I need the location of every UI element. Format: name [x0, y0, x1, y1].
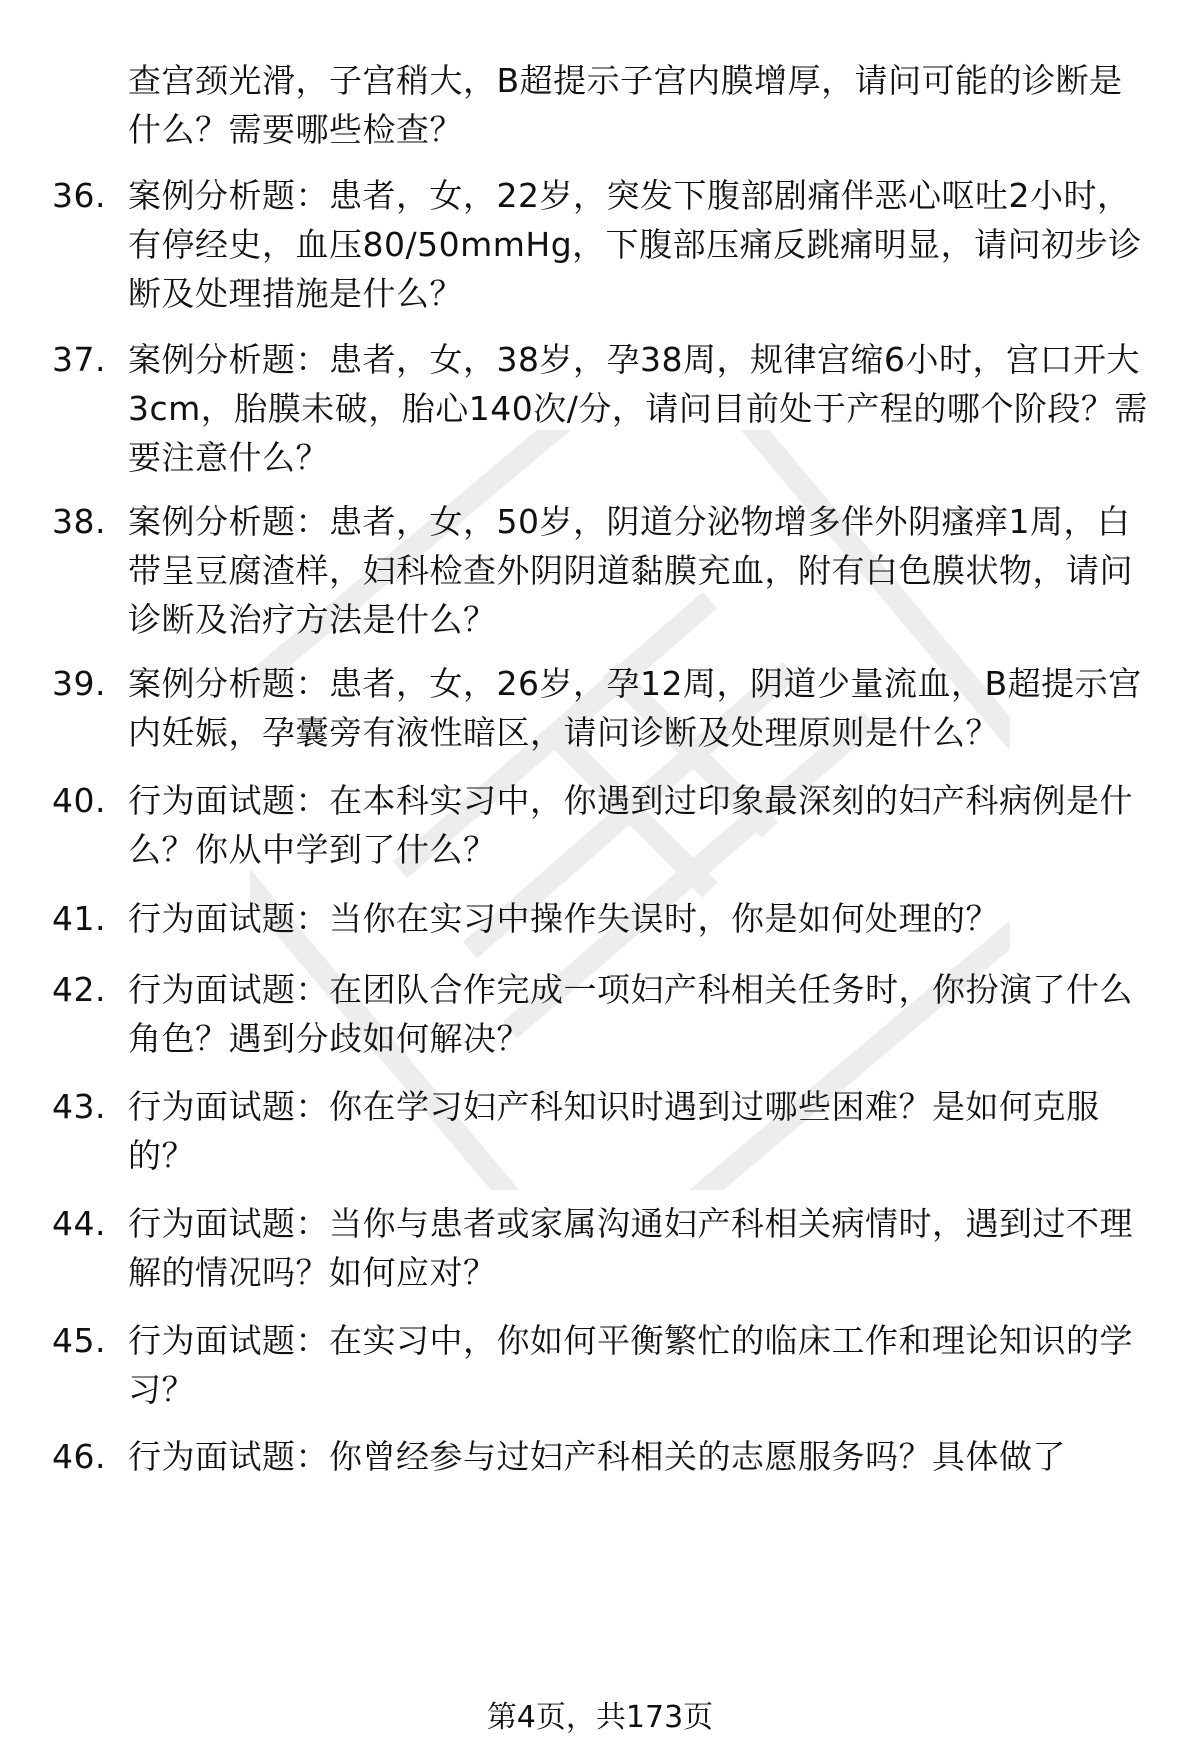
item-text: 案例分析题：患者，女，22岁，突发下腹部剧痛伴恶心呕吐2小时，有停经史，血压80/50mmHg，下腹部压痛反跳痛明显，请问初步诊断及处理措施是什么？ [128, 176, 1142, 313]
item-number: 40. [52, 781, 106, 820]
item-number: 42. [52, 970, 106, 1009]
item-text: 行为面试题：当你在实习中操作失误时，你是如何处理的？ [128, 899, 999, 938]
item-number: 45. [52, 1321, 106, 1360]
item-text: 案例分析题：患者，女，26岁，孕12周，阴道少量流血，B超提示宫内妊娠，孕囊旁有液性暗区，请问诊断及处理原则是什么？ [128, 664, 1142, 752]
item-text: 行为面试题：当你与患者或家属沟通妇产科相关病情时，遇到过不理解的情况吗？如何应对？ [128, 1204, 1133, 1292]
item-text: 行为面试题：在实习中，你如何平衡繁忙的临床工作和理论知识的学习？ [128, 1321, 1133, 1409]
item-text: 行为面试题：在本科实习中，你遇到过印象最深刻的妇产科病例是什么？你从中学到了什么？ [128, 781, 1133, 869]
page-footer: 第4页，共173页 [486, 1700, 714, 1735]
item-number: 36. [52, 176, 106, 215]
item-text: 案例分析题：患者，女，38岁，孕38周，规律宫缩6小时，宫口开大3cm，胎膜未破，胎心140次/分，请问目前处于产程的哪个阶段？需要注意什么？ [128, 340, 1148, 477]
item-text: 行为面试题：在团队合作完成一项妇产科相关任务时，你扮演了什么角色？遇到分歧如何解决？ [128, 970, 1133, 1058]
item-number: 38. [52, 502, 106, 541]
continued-paragraph: 查宫颈光滑，子宫稍大，B超提示子宫内膜增厚，请问可能的诊断是什么？需要哪些检查？ [128, 61, 1123, 149]
item-number: 37. [52, 340, 106, 379]
item-number: 39. [52, 664, 106, 703]
item-text: 案例分析题：患者，女，50岁，阴道分泌物增多伴外阴瘙痒1周，白带呈豆腐渣样，妇科检查外阴阴道黏膜充血，附有白色膜状物，请问诊断及治疗方法是什么？ [128, 502, 1133, 639]
item-number: 43. [52, 1087, 106, 1126]
item-text: 行为面试题：你曾经参与过妇产科相关的志愿服务吗？具体做了 [128, 1437, 1066, 1476]
item-number: 41. [52, 899, 106, 938]
item-text: 行为面试题：你在学习妇产科知识时遇到过哪些困难？是如何克服的？ [128, 1087, 1100, 1175]
item-number: 46. [52, 1437, 106, 1476]
item-number: 44. [52, 1204, 106, 1243]
